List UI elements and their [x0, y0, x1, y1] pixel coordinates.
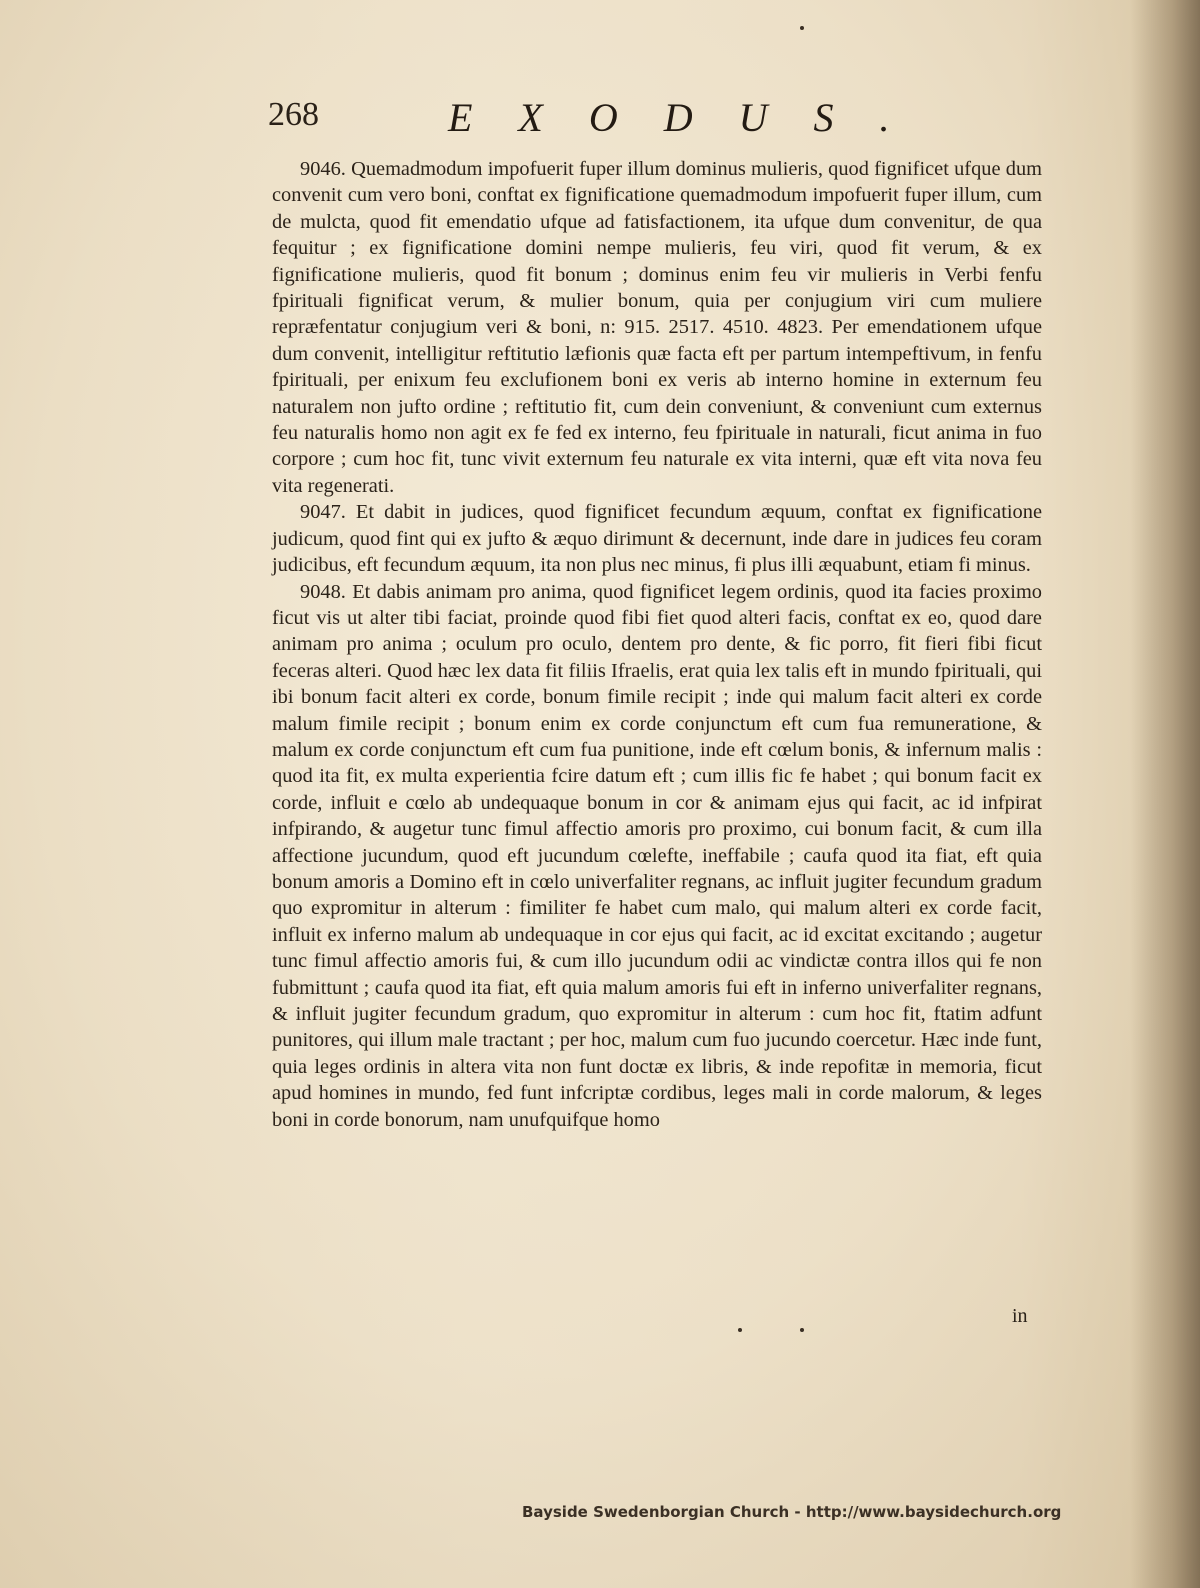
running-title: EXODUS. [448, 95, 936, 140]
footer-credit: Bayside Swedenborgian Church - http://www.baysidechurch.org [522, 1503, 1062, 1521]
catchword: in [1012, 1305, 1028, 1327]
ink-speck [800, 1328, 804, 1332]
page-header [268, 96, 1068, 156]
paragraph-9047: 9047. Et dabit in judices, quod fignificet fecundum æquum, conftat ex fignificatione judicum, quod fint qui ex jufto & æquo dirimunt & decernunt, inde dare in judices feu coram judicibus, eft fecundum æquum, ita non plus nec minus, fi plus illi æquabunt, etiam fi minus. [272, 501, 1042, 577]
paragraph-9046: 9046. Quemadmodum impofuerit fuper illum dominus mulieris, quod fignificet ufque dum convenit cum vero boni, conftat ex fignificatione quemadmodum impofuerit fuper illum, cum de mulcta, quod fit emendatio ufque ad fatisfactionem, ita ufque dum convenitur, de qua fequitur ; ex fignificatione domini nempe mulieris, feu viri, quod fit verum, & ex fignificatione mulieris, quod fit bonum ; dominus enim feu vir mulieris in Verbi fenfu fpirituali fignificat verum, & mulier bonum, quia per conjugium viri cum muliere repræfentatur conjugium veri & boni, n: 915. 2517. 4510. 4823. Per emendationem ufque dum convenit, intelligitur reftitutio læfionis quæ facta eft per partum intempeftivum, in fenfu fpirituali, per enixum feu exclufionem boni ex veris ab interno homine in externum feu naturalem non jufto ordine ; reftitutio fit, cum dein conveniunt, & conveniunt cum externus feu naturalis homo non agit ex fe fed ex interno, feu fpirituale in naturali, ficut anima in fuo corpore ; cum hoc fit, tunc vivit externum feu naturale ex vita interni, quæ eft vita nova feu vita regenerati. [272, 158, 1042, 497]
body-text [272, 156, 1042, 1133]
ink-speck [800, 26, 804, 30]
ink-speck [738, 1328, 742, 1332]
page-number: 268 [268, 96, 319, 133]
spine-shadow [1130, 0, 1200, 1588]
paragraph-9048: 9048. Et dabis animam pro anima, quod fignificet legem ordinis, quod ita facies proximo ficut vis ut alter tibi faciat, proinde quod fibi fiet quod alteri facis, conftat ex eo, quod dare animam pro anima ; oculum pro oculo, dentem pro dente, & fic porro, fit fieri fibi ficut feceras alteri. Quod hæc lex data fit filiis Ifraelis, erat quia lex talis eft in mundo fpirituali, qui ibi bonum facit alteri ex corde, bonum fimile recipit ; inde qui malum facit alteri ex corde malum fimile recipit ; bonum enim ex corde conjunctum eft cum fua remuneratione, & malum ex corde conjunctum eft cum fua punitione, inde eft cœlum bonis, & infernum malis : quod ita fit, ex multa experientia fcire datum eft ; cum illis fic fe habet ; qui bonum facit ex corde, influit e cœlo ab undequaque bonum in cor & animam ejus qui facit, ac id infpirat infpirando, & augetur tunc fimul affectio amoris pro proximo, cui bonum facit, & cum illa affectione jucundum, quod eft jucundum cœlefte, ineffabile ; caufa quod ita fiat, eft quia bonum amoris a Domino eft in cœlo univerfaliter regnans, ac influit jugiter fecundum gradum quo expromitur in alterum : fimiliter fe habet cum malo, qui malum alteri ex corde facit, influit ex inferno malum ab undequaque in cor ejus qui facit, ac id excitat excitando ; augetur tunc fimul affectio amoris fui, & cum illo jucundum odii ac vindictæ contra illos qui fe non fubmittunt ; caufa quod ita fiat, eft quia malum amoris fui eft in inferno univerfaliter regnans, & influit jugiter fecundum gradum, quo expromitur in alterum : cum hoc fit, ftatim adfunt punitores, qui illum male tractant ; per hoc, malum cum fuo jucundo coercetur. Hæc inde funt, quia leges ordinis in altera vita non funt doctæ ex libris, & inde repofitæ in memoria, ficut apud homines in mundo, fed funt infcriptæ cordibus, leges mali in corde malorum, & leges boni in corde bonorum, nam unufquifque homo [272, 580, 1042, 1131]
